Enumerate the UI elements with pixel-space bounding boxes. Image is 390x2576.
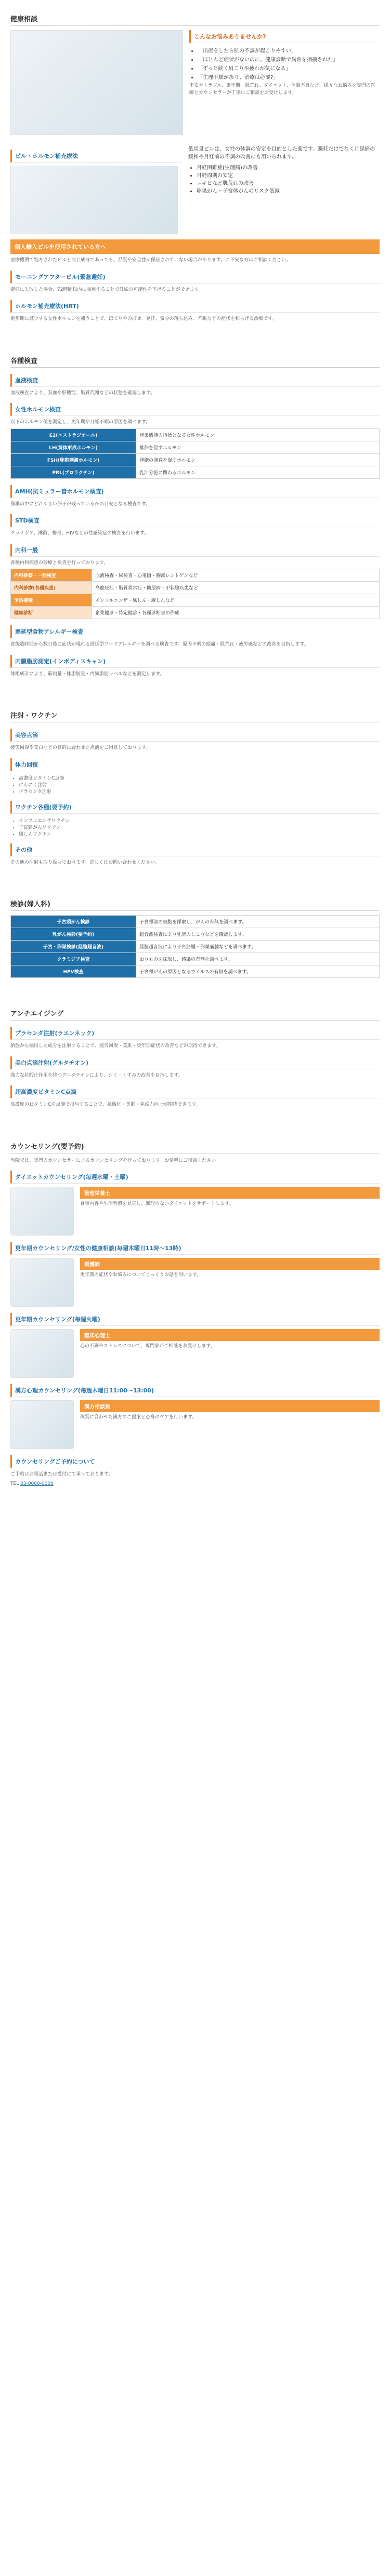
table-value: 卵胞の発育を促すホルモン [136, 453, 380, 466]
hero-description: 不安やトラブル、更年期、肌荒れ、ダイエット、体調不良など、様々なお悩みを専門の医師とカウンセラーが丁寧にご相談をお受けします。 [189, 83, 375, 96]
section-title-counsel: カウンセリング(要予約) [10, 1139, 380, 1153]
table-key: FSH(卵胞刺激ホルモン) [11, 453, 136, 466]
table-key: 内科診察・一般検査 [11, 569, 92, 582]
list-item: • インフルエンザワクチン [19, 817, 380, 824]
counsel-card [10, 1258, 380, 1307]
pill-list-item: • ニキビなど肌荒れの改善 [197, 179, 380, 186]
tel-line [10, 1481, 380, 1488]
counsel-title-2: 更年期カウンセリング/女性の健康相談(毎週木曜日11時〜13時) [10, 1242, 380, 1255]
counselor-text: 心の不調やストレスについて、専門家がご相談をお受けします。 [80, 1344, 215, 1349]
pill-list-item: • 月経困難症(生理痛)の改善 [197, 163, 380, 171]
section-title-anti: アンチエイジング [10, 1006, 380, 1021]
placenta-text: 胎盤から抽出した成分を注射することで、疲労回復・美肌・更年期症状の改善などが期待できます。 [10, 1043, 221, 1049]
list-item: • プラセンタ注射 [19, 788, 380, 795]
scan-title: 内臓脂肪測定(インボディスキャン) [10, 655, 380, 668]
hormone-intro: 以下のホルモン値を測定し、更年期や月経不順の原因を調べます。 [10, 420, 151, 425]
table-key: 健康診断 [11, 607, 92, 619]
blood-title: 血液検査 [10, 374, 380, 387]
table-row [11, 953, 380, 965]
table-value: 企業健診・特定健診・各種診断書の作成 [92, 607, 379, 619]
counsel-intro: 当院では、専門のカウンセラーによるカウンセリングを行っております。お気軽にご相談ください。 [10, 1158, 221, 1163]
counsel-card [10, 1329, 380, 1378]
hrt-text: 更年期に減少する女性ホルモンを補うことで、ほてりやのぼせ、発汗、気分の落ち込み、不眠などの症状を和らげる治療です。 [10, 316, 277, 321]
table-row [11, 594, 380, 607]
counselor-text: 体質に合わせた漢方のご提案と心身のケアを行います。 [80, 1415, 197, 1420]
hero-list-item: • 「ほとんど症状がないのに、健康診断で異常を指摘された」 [198, 55, 380, 63]
hero-list-item: • 「生理不順があり、治療は必要?」 [198, 73, 380, 81]
hero-list-item: • 「ずっと続く肩こりや疲れが気になる」 [198, 64, 380, 72]
table-value: 乳汁分泌に関わるホルモン [136, 466, 380, 478]
pill-text: 低用量ピルは、女性の体調の安定を目的とした薬です。避妊だけでなく月経痛の緩和や月経前の不調の改善にも用いられます。 [188, 146, 375, 160]
section-title-checkup: 各種検査 [10, 353, 380, 368]
other-title: その他 [10, 843, 380, 856]
hero-list-item: • 「出産をしたら肌の不調が起こりやすい」 [198, 46, 380, 54]
table-value: 子宮頸がんの原因となるウイルスの有無を調べます。 [136, 965, 380, 978]
table-row [11, 428, 380, 441]
table-key: LH(黄体形成ホルモン) [11, 441, 136, 453]
vaccine-list [10, 817, 380, 837]
recovery-list [10, 774, 380, 795]
std-title: STD検査 [10, 514, 380, 527]
table-value: 排卵を促すホルモン [136, 441, 380, 453]
counselor-name: 臨床心理士 [80, 1329, 380, 1341]
vitaminc-title: 超高濃度ビタミンC点滴 [10, 1085, 380, 1098]
table-key: HPV検査 [11, 965, 136, 978]
tel-label: TEL [10, 1481, 19, 1486]
table-row [11, 569, 380, 582]
table-value: 経腟超音波により子宮筋腫・卵巣嚢腫などを調べます。 [136, 941, 380, 953]
allergy-title: 遅延型食物アレルギー検査 [10, 625, 380, 638]
internal-intro: 各種内科疾患の診療と検査を行っております。 [10, 560, 109, 566]
table-row [11, 607, 380, 619]
placenta-title: プラセンタ注射(ラエンネック) [10, 1027, 380, 1040]
amh-title: AMH(抗ミュラー管ホルモン検査) [10, 485, 380, 498]
hero-question: こんなお悩みありませんか? [189, 30, 380, 43]
table-value: おりものを採取し、感染の有無を調べます。 [136, 953, 380, 965]
list-item: • 高濃度ビタミンC点滴 [19, 774, 380, 781]
counselor-photo [10, 1329, 74, 1378]
pill-block [10, 143, 380, 234]
table-row [11, 441, 380, 453]
std-text: クラミジア、淋菌、梅毒、HIVなどの性感染症の検査を行います。 [10, 531, 149, 536]
scan-text: 体組成計により、筋肉量・体脂肪量・内臓脂肪レベルなどを測定します。 [10, 671, 165, 677]
tel-link[interactable]: 03-0000-0000 [20, 1481, 54, 1486]
counsel-title-1: ダイエットカウンセリング(毎週水曜・土曜) [10, 1171, 380, 1184]
section-title-health: 健康相談 [10, 11, 380, 26]
morning-text: 避妊に失敗した場合、72時間以内に服用することで妊娠の可能性を下げることができます。 [10, 287, 203, 292]
whitening-title: 美白点滴注射(グルタチオン) [10, 1056, 380, 1069]
list-item: • 風しんワクチン [19, 830, 380, 837]
notice-bar: 個人輸入ピルを使用されている方へ [10, 239, 380, 254]
table-row [11, 965, 380, 978]
table-row [11, 582, 380, 594]
internal-title: 内科一般 [10, 544, 380, 557]
hormone-title: 女性ホルモン検査 [10, 403, 380, 416]
counselor-photo [10, 1187, 74, 1236]
drip-title: 美容点滴 [10, 729, 380, 742]
table-row [11, 916, 380, 928]
vaccine-title: ワクチン各種(要予約) [10, 801, 380, 814]
table-row [11, 453, 380, 466]
pill-list-item: • 卵巣がん・子宮体がんのリスク低減 [197, 186, 380, 194]
gyn-table [10, 915, 380, 978]
list-item: • にんにく注射 [19, 781, 380, 788]
vitaminc-text: 高濃度のビタミンCを点滴で投与することで、抗酸化・美肌・免疫力向上が期待できます。 [10, 1102, 201, 1107]
counselor-photo [10, 1258, 74, 1307]
drip-text: 疲労回復や美白などの目的に合わせた点滴をご用意しております。 [10, 745, 151, 750]
clinic-photo [10, 30, 183, 135]
hero-list [189, 46, 380, 81]
pill-title: ピル・ホルモン補充療法 [10, 150, 182, 163]
pill-photo [10, 166, 178, 234]
table-row [11, 941, 380, 953]
counsel-notes-title: カウンセリングご予約について [10, 1455, 380, 1468]
table-value: 超音波検査により乳房のしこりなどを確認します。 [136, 928, 380, 941]
counselor-name: 管理栄養士 [80, 1187, 380, 1199]
hormone-table [10, 428, 380, 479]
counsel-notes-text: ご予約はお電話または受付にて承っております。 [10, 1472, 113, 1477]
whitening-text: 強力な抗酸化作用を持つグルタチオンにより、シミ・くすみの改善を目指します。 [10, 1072, 183, 1078]
table-key: PRL(プロラクチン) [11, 466, 136, 478]
recovery-title: 体力回復 [10, 758, 380, 771]
pill-list-item: • 月経周期の安定 [197, 171, 380, 179]
table-value: 子宮頸部の細胞を採取し、がんの有無を調べます。 [136, 916, 380, 928]
internal-table [10, 569, 380, 619]
counsel-card [10, 1400, 380, 1449]
pill-list [188, 163, 380, 194]
hrt-title: ホルモン補充療法(HRT) [10, 300, 380, 313]
counsel-card [10, 1187, 380, 1236]
page-container [10, 0, 380, 1487]
table-value: 血液検査・尿検査・心電図・胸部レントゲンなど [92, 569, 379, 582]
hero-block [10, 30, 380, 135]
counselor-name: 漢方相談員 [80, 1400, 380, 1412]
table-key: 乳がん検診(要予約) [11, 928, 136, 941]
hero-text-block [189, 30, 380, 135]
blood-text: 血液検査により、貧血や肝機能、脂質代謝などの状態を確認します。 [10, 390, 155, 396]
table-key: クラミジア検査 [11, 953, 136, 965]
notice-text: 医療機関で処方されたピルと同じ成分であっても、品質や安全性が保証されていない場合があります。ご不安な方はご相談ください。 [10, 258, 291, 263]
allergy-text: 食後数時間から数日後に症状が現れる遅延型フードアレルギーを調べる検査です。原因不明の頭痛・肌荒れ・疲労感などの改善を目指します。 [10, 642, 309, 647]
counselor-text: 更年期の症状やお悩みについてじっくりお話を伺います。 [80, 1272, 202, 1278]
pill-right [188, 143, 380, 234]
table-row [11, 466, 380, 478]
list-item: • 子宮頸がんワクチン [19, 824, 380, 830]
table-key: 予防接種 [11, 594, 92, 607]
table-key: 子宮頸がん検診 [11, 916, 136, 928]
table-value: インフルエンザ・風しん・麻しんなど [92, 594, 379, 607]
table-value: 高血圧症・脂質異常症・糖尿病・甲状腺疾患など [92, 582, 379, 594]
section-title-gyn: 検診(婦人科) [10, 896, 380, 911]
section-title-injection: 注射・ワクチン [10, 708, 380, 722]
table-value: 卵巣機能の指標となる女性ホルモン [136, 428, 380, 441]
pill-left [10, 143, 182, 234]
counselor-photo [10, 1400, 74, 1449]
table-key: E2(エストラジオール) [11, 428, 136, 441]
table-key: 内科診療(各種疾患) [11, 582, 92, 594]
table-row [11, 928, 380, 941]
counsel-title-4: 漢方心理カウンセリング(毎週木曜日11:00〜13:00) [10, 1384, 380, 1397]
morning-title: モーニングアフターピル(緊急避妊) [10, 271, 380, 284]
table-key: 子宮・卵巣検診(経腟超音波) [11, 941, 136, 953]
other-text: その他の注射も取り扱っております。詳しくはお問い合わせください。 [10, 860, 160, 865]
counselor-name: 看護師 [80, 1258, 380, 1270]
amh-text: 卵巣の中にどれくらい卵子が残っているかの目安となる検査です。 [10, 501, 151, 507]
counsel-title-3: 更年期カウンセリング(毎週火曜) [10, 1313, 380, 1326]
counselor-text: 食事内容や生活習慣を見直し、無理のないダイエットをサポートします。 [80, 1201, 234, 1206]
